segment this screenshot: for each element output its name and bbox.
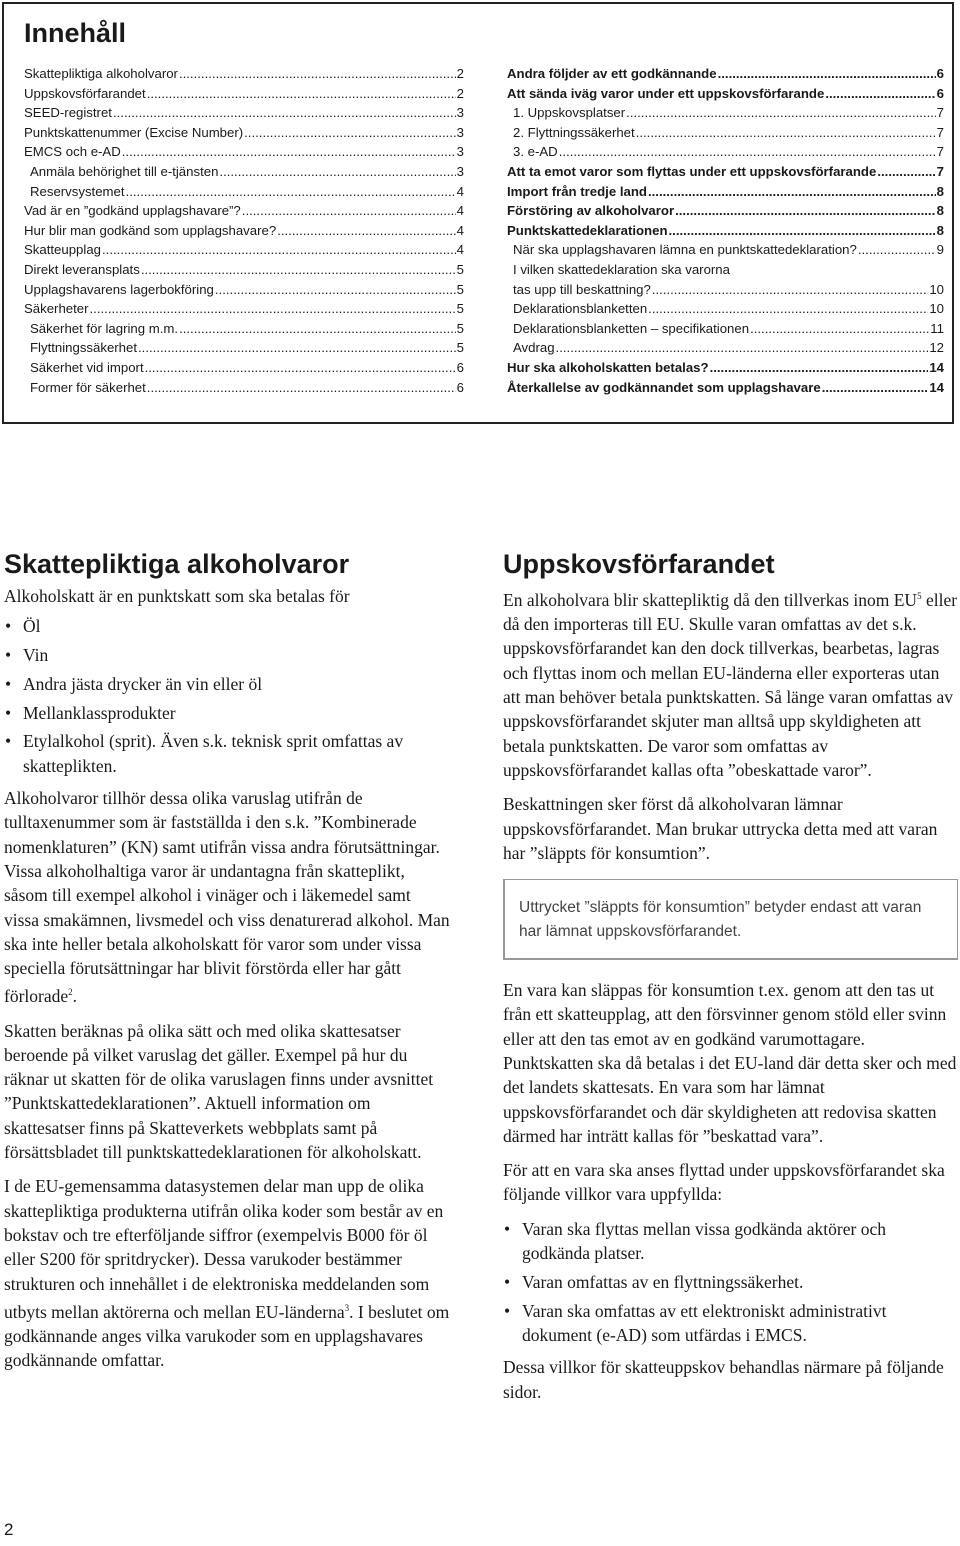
toc-entry-page: 5 [456, 340, 464, 356]
toc-entry-title: 1. Uppskovsplatser [513, 105, 626, 121]
toc-leader-dots [277, 223, 455, 238]
toc-right-column [507, 66, 944, 399]
toc-leader-dots [126, 184, 456, 199]
toc-entry-page: 7 [936, 163, 944, 179]
toc-leader-dots [242, 203, 456, 218]
toc-entry-title: Anmäla behörighet till e-tjänsten [30, 163, 219, 179]
toc-entry[interactable] [24, 184, 464, 204]
toc-entry-title: Återkallelse av godkännandet som upplagshavare [507, 379, 821, 395]
toc-leader-dots [858, 242, 936, 257]
page-number: 2 [4, 1520, 14, 1539]
toc-entry-page: 6 [456, 359, 464, 375]
toc-entry[interactable] [24, 262, 464, 282]
toc-leader-dots [648, 301, 928, 316]
toc-entry[interactable] [24, 66, 464, 86]
toc-entry-title: Hur ska alkoholskatten betalas? [507, 359, 709, 375]
list-item: • Varan ska flyttas mellan vissa godkända aktörer och godkända platser. [503, 1217, 958, 1266]
footnote-ref: 2 [68, 987, 73, 998]
toc-entry[interactable] [507, 282, 944, 302]
paragraph: Alkoholskatt är en punktskatt som ska betalas för [4, 586, 350, 606]
toc-entry[interactable] [24, 380, 464, 400]
toc-entry-title: Import från tredje land [507, 183, 647, 199]
list-item: • Varan omfattas av en flyttningssäkerhet. [503, 1270, 958, 1294]
paragraph: För att en vara ska anses flyttad under uppskovsförfarandet ska följande villkor vara uppfyllda: [503, 1160, 945, 1205]
toc-entry[interactable] [24, 223, 464, 243]
toc-title: Innehåll [24, 18, 127, 48]
paragraph [4, 786, 450, 1009]
toc-entry-page: 10 [929, 281, 944, 297]
paragraph: Beskattningen sker först då alkoholvaran lämnar uppskovsförfarandet. Man brukar uttrycka detta med att varan har ”släppts för konsumtion”. [503, 794, 938, 863]
toc-entry[interactable] [507, 262, 944, 282]
toc-entry-page: 12 [929, 340, 944, 356]
toc-leader-dots [90, 301, 456, 316]
toc-entry-page: 8 [936, 183, 944, 199]
toc-leader-dots [215, 282, 456, 297]
toc-entry-page: 11 [930, 320, 944, 336]
paragraph: En vara kan släppas för konsumtion t.ex. genom att den tas ut från ett skatteupplag, att den försvinner genom stöld eller svinn eller att den tas emot av en godkänd varumottagare. Punktskatten ska då betalas i det EU-land där detta sker och med det landets skattesats. En vara som har lämnat uppskovsförfarandet och där skyldigheten att redovisa skatten därmed har inträtt kallas för ”beskattad vara”. [503, 980, 957, 1146]
table-of-contents [2, 2, 954, 424]
toc-entry[interactable] [507, 125, 944, 145]
toc-leader-dots [710, 360, 929, 375]
toc-entry-page: 8 [936, 222, 944, 238]
paragraph [4, 1174, 450, 1372]
toc-entry-page: 2 [456, 66, 464, 81]
toc-entry-title: EMCS och e-AD [24, 144, 121, 160]
toc-entry-title: Säkerhet för lagring m.m. [30, 320, 179, 336]
toc-entry-title: Upplagshavarens lagerbokföring [24, 281, 214, 297]
footnote-ref: 5 [917, 591, 922, 601]
toc-entry-title: Direkt leveransplats [24, 261, 140, 277]
toc-entry[interactable] [24, 125, 464, 145]
toc-entry-page: 7 [936, 144, 944, 160]
toc-entry-title: Att ta emot varor som flyttas under ett uppskovsförfarande [507, 163, 877, 179]
toc-entry-title: Deklarationsblanketten [513, 301, 648, 317]
toc-entry[interactable] [507, 164, 944, 184]
toc-entry[interactable] [24, 340, 464, 360]
paragraph-text: Alkoholvaror tillhör dessa olika varuslag utifrån de tulltaxenummer som är fastställda i den s.k. ”Kombinerade nomenklaturen” (KN) samt utifrån vissa andra förutsättningar. Vissa alkoholhaltiga varor är undantagna från skatteplikt, såsom till exempel alkohol i vinäger och i läkemedel samt vissa smakämnen, livsmedel och viss denaturerad alkohol. Man ska inte heller betala alkoholskatt för varor som under vissa speciella förutsättningar har blivit förstörda eller har gått förlorade [4, 788, 450, 1007]
toc-entry-page: 3 [456, 105, 464, 121]
toc-leader-dots [138, 340, 456, 355]
paragraph-text: . [72, 986, 78, 1007]
toc-leader-dots [145, 360, 456, 375]
toc-entry-title: Deklarationsblanketten – specifikationen [513, 320, 750, 336]
toc-entry[interactable] [507, 184, 944, 204]
toc-entry-page: 4 [456, 222, 464, 238]
toc-entry[interactable] [24, 144, 464, 164]
toc-leader-dots [626, 105, 936, 120]
toc-entry-title: I vilken skattedeklaration ska varorna [513, 261, 730, 277]
toc-entry-title: Reservsystemet [30, 183, 125, 199]
toc-leader-dots [179, 321, 456, 336]
toc-leader-dots [556, 340, 929, 355]
toc-entry-page: 3 [456, 144, 464, 160]
footnote-ref: 3 [344, 1302, 350, 1313]
list-item: • Vin [4, 643, 450, 667]
toc-entry-title: Former för säkerhet [30, 379, 146, 395]
list-item: • Andra jästa drycker än vin eller öl [4, 672, 450, 696]
paragraph [503, 584, 958, 782]
bullet-list [4, 614, 450, 778]
toc-entry-title: Uppskovsförfarandet [24, 85, 146, 101]
toc-entry-title: 2. Flyttningssäkerhet [513, 124, 635, 140]
toc-entry-title: Vad är en ”godkänd upplagshavare”? [24, 203, 241, 219]
paragraph: Dessa villkor för skatteuppskov behandlas närmare på följande sidor. [503, 1357, 944, 1402]
toc-entry[interactable] [24, 301, 464, 321]
toc-leader-dots [636, 125, 936, 140]
toc-entry[interactable] [507, 66, 944, 86]
toc-entry-page: 6 [936, 85, 944, 101]
toc-entry-title: Att sända iväg varor under ett uppskovsförfarande [507, 85, 825, 101]
toc-leader-dots [141, 262, 456, 277]
toc-leader-dots [750, 321, 929, 336]
toc-entry-page: 5 [456, 261, 464, 277]
left-column [4, 548, 450, 1383]
toc-entry[interactable] [24, 105, 464, 125]
list-item: • Varan ska omfattas av ett elektroniskt administrativt dokument (e-AD) som utfärdas i EMCS. [503, 1299, 958, 1348]
toc-entry-title: 3. e-AD [513, 144, 558, 160]
toc-entry[interactable] [507, 301, 944, 321]
toc-entry-title: Säkerhet vid import [30, 359, 144, 375]
paragraph-text: . I beslutet om godkännande anges vilka varukoder som en upplagshavares godkännande omfattar. [4, 1301, 450, 1371]
toc-leader-dots [877, 164, 935, 179]
toc-leader-dots [675, 203, 936, 218]
list-item: • Etylalkohol (sprit). Även s.k. teknisk sprit omfattas av skatteplikten. [4, 729, 450, 778]
toc-leader-dots [244, 125, 456, 140]
paragraph: Skatten beräknas på olika sätt och med olika skattesatser beroende på vilket varuslag det gäller. Exempel på hur du räknar ut skatten för de olika varuslagen finns under avsnittet ”Punktskattedeklarationen”. Aktuell information om skattesatser finns på Skatteverkets webbplats samt på försättsbladet till punktskattedeklarationen för alkoholskatt. [4, 1020, 434, 1163]
toc-entry-title: Säkerheter [24, 301, 89, 317]
toc-entry-title: Andra följder av ett godkännande [507, 66, 717, 81]
toc-entry-title: Punktskattenummer (Excise Number) [24, 124, 244, 140]
toc-leader-dots [718, 66, 936, 81]
right-column [503, 548, 958, 1414]
toc-entry-page: 4 [456, 242, 464, 258]
toc-leader-dots [822, 380, 929, 395]
toc-entry[interactable] [24, 282, 464, 302]
list-item: • Öl [4, 614, 450, 638]
toc-leader-dots [652, 282, 929, 297]
toc-leader-dots [113, 105, 456, 120]
toc-entry-page: 3 [456, 163, 464, 179]
toc-entry[interactable] [24, 86, 464, 106]
toc-entry-page: 4 [456, 183, 464, 199]
toc-leader-dots [102, 242, 456, 257]
toc-leader-dots [648, 184, 936, 199]
toc-entry-page: 7 [936, 124, 944, 140]
toc-entry-page: 14 [929, 379, 944, 395]
toc-leader-dots [122, 144, 456, 159]
toc-entry[interactable] [507, 321, 944, 341]
toc-leader-dots [669, 223, 936, 238]
toc-entry[interactable] [507, 380, 944, 400]
section-heading-uppskov: Uppskovsförfarandet [503, 549, 775, 579]
toc-entry[interactable] [507, 340, 944, 360]
toc-leader-dots [219, 164, 455, 179]
toc-leader-dots [147, 380, 456, 395]
toc-entry[interactable] [24, 321, 464, 341]
toc-entry-title: Skatteupplag [24, 242, 101, 258]
toc-entry-title: tas upp till beskattning? [513, 281, 651, 297]
toc-entry-page: 7 [936, 105, 944, 121]
toc-entry-title: Skattepliktiga alkoholvaror [24, 66, 178, 81]
toc-entry-title: Punktskattedeklarationen [507, 222, 668, 238]
toc-entry[interactable] [507, 360, 944, 380]
paragraph-text: En alkoholvara blir skattepliktig då den tillverkas inom EU [503, 589, 918, 610]
toc-entry-title: Hur blir man godkänd som upplagshavare? [24, 222, 277, 238]
toc-entry-title: Avdrag [513, 340, 555, 356]
toc-entry-page: 9 [936, 242, 944, 258]
toc-leader-dots [559, 144, 936, 159]
bullet-list [503, 1217, 958, 1347]
toc-entry-page: 5 [456, 281, 464, 297]
toc-entry[interactable] [24, 164, 464, 184]
callout-box: Uttrycket ”släppts för konsumtion” betyder endast att varan har lämnat uppskovsförfarandet. [503, 879, 958, 960]
toc-entry[interactable] [507, 144, 944, 164]
toc-leader-dots [179, 66, 456, 81]
toc-leader-dots [825, 86, 935, 101]
section-heading-alkoholvaror: Skattepliktiga alkoholvaror [4, 549, 350, 579]
toc-entry-page: 2 [456, 85, 464, 101]
toc-entry-page: 5 [456, 301, 464, 317]
toc-entry-page: 6 [936, 66, 944, 81]
toc-entry[interactable] [507, 242, 944, 262]
toc-entry[interactable] [24, 203, 464, 223]
toc-entry-page: 6 [456, 379, 464, 395]
toc-entry-title: SEED-registret [24, 105, 112, 121]
list-item: • Mellanklassprodukter [4, 701, 450, 725]
toc-left-column [24, 66, 464, 399]
toc-entry[interactable] [507, 203, 944, 223]
toc-entry-title: Flyttningssäkerhet [30, 340, 138, 356]
toc-entry-page: 5 [456, 320, 464, 336]
toc-entry[interactable] [507, 223, 944, 243]
toc-entry-page: 10 [929, 301, 944, 317]
toc-entry[interactable] [507, 86, 944, 106]
toc-entry-page: 8 [936, 203, 944, 219]
toc-entry[interactable] [24, 242, 464, 262]
toc-entry-title: Förstöring av alkoholvaror [507, 203, 675, 219]
toc-entry-page: 4 [456, 203, 464, 219]
toc-entry-title: När ska upplagshavaren lämna en punktskattedeklaration? [513, 242, 857, 258]
paragraph-text: eller då den importeras till EU. Skulle varan omfattas av det s.k. uppskovsförfarandet kan den dock tillverkas, bearbetas, lagras och flyttas inom och mellan EU-länderna eller exporteras utan att man behöver betala punktskatten. Så länge varan omfattas av uppskovsförfarandet skjuter man alltså upp skyldigheten att betala punktskatten. De varor som omfattas av uppskovsförfarandet kallas ofta ”obeskattade varor”. [503, 589, 958, 780]
toc-entry-page: 14 [929, 359, 944, 375]
toc-leader-dots [147, 86, 456, 101]
toc-entry[interactable] [507, 105, 944, 125]
toc-entry-page: 3 [456, 124, 464, 140]
paragraph-text: I de EU-gemensamma datasystemen delar man upp de olika skattepliktiga produkterna utifrån olika koder som består av en bokstav och tre efterföljande siffror (exempelvis B000 för öl eller S200 för spritdrycker). Dessa varukoder bestämmer strukturen och innehållet i de elektroniska meddelanden som utbyts mellan aktörerna och mellan EU-länderna [4, 1176, 444, 1322]
toc-entry[interactable] [24, 360, 464, 380]
